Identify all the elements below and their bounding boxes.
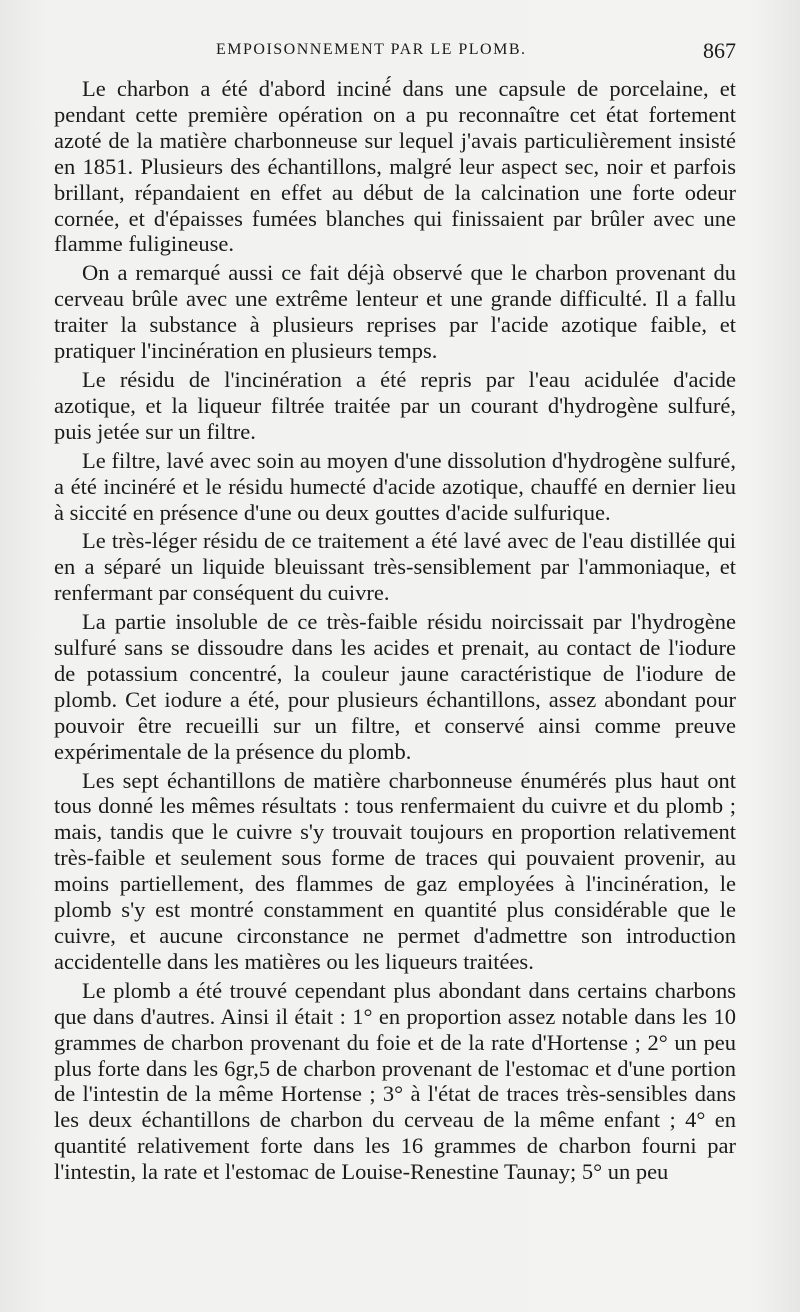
page-number: 867 bbox=[703, 38, 736, 63]
body-text bbox=[54, 76, 736, 1185]
paragraph: Le filtre, lavé avec soin au moyen d'une dissolution d'hydrogène sulfuré, a été incinéré et le résidu humecté d'acide azotique, chauffé en dernier lieu à siccité en présence d'une ou deux gouttes d'acide sulfurique. bbox=[54, 447, 736, 525]
paragraph: Les sept échantillons de matière charbonneuse énumérés plus haut ont tous donné les mêmes résultats : tous renfermaient du cuivre et du plomb ; mais, tandis que le cuivre s'y trouvait toujours en proportion relativement très-faible et seulement sous forme de traces qui pouvaient provenir, au moins partiellement, des flammes de gaz employées à l'incinération, le plomb s'y est montré constamment en quantité plus considérable que le cuivre, et aucune circonstance ne permet d'admettre son introduction accidentelle dans les matières ou les liqueurs traitées. bbox=[54, 767, 736, 974]
paragraph: La partie insoluble de ce très-faible résidu noircissait par l'hydrogène sulfuré sans se dissoudre dans les acides et prenait, au contact de l'iodure de potassium concentré, la couleur jaune caractéristique de l'iodure de plomb. Cet iodure a été, pour plusieurs échantillons, assez abondant pour pouvoir être recueilli sur un filtre, et conservé ainsi comme preuve expérimentale de la présence du plomb. bbox=[54, 609, 736, 764]
running-head: EMPOISONNEMENT PAR LE PLOMB. bbox=[216, 41, 527, 58]
page-header bbox=[54, 38, 736, 68]
paragraph: Le résidu de l'incinération a été repris par l'eau acidulée d'acide azotique, et la liqueur filtrée traitée par un courant d'hydrogène sulfuré, puis jetée sur un filtre. bbox=[54, 366, 736, 444]
paragraph: Le très-léger résidu de ce traitement a été lavé avec de l'eau distillée qui en a séparé un liquide bleuissant très-sensiblement par l'ammoniaque, et renfermant par conséquent du cuivre. bbox=[54, 528, 736, 606]
paragraph: Le charbon a été d'abord inciné́ dans une capsule de porcelaine, et pendant cette première opération on a pu reconnaître cet état fortement azoté de la matière charbonneuse sur lequel j'avais particulièrement insisté en 1851. Plusieurs des échantillons, malgré leur aspect sec, noir et parfois brillant, répandaient en effet au début de la calcination une forte odeur cornée, et d'épaisses fumées blanches qui finissaient par brûler avec une flamme fuligineuse. bbox=[54, 76, 736, 257]
paragraph: Le plomb a été trouvé cependant plus abondant dans certains charbons que dans d'autres. Ainsi il était : 1° en proportion assez notable dans les 10 grammes de charbon provenant du foie et de la rate d'Hortense ; 2° un peu plus forte dans les 6gr,5 de charbon provenant de l'estomac et d'une portion de l'intestin de la même Hortense ; 3° à l'état de traces très-sensibles dans les deux échantillons de charbon du cerveau de la même enfant ; 4° en quantité relativement forte dans les 16 grammes de charbon fourni par l'intestin, la rate et l'estomac de Louise-Renestine Taunay; 5° un peu bbox=[54, 977, 736, 1185]
paragraph: On a remarqué aussi ce fait déjà observé que le charbon provenant du cerveau brûle avec une extrême lenteur et une grande difficulté. Il a fallu traiter la substance à plusieurs reprises par l'acide azotique faible, et pratiquer l'incinération en plusieurs temps. bbox=[54, 260, 736, 364]
